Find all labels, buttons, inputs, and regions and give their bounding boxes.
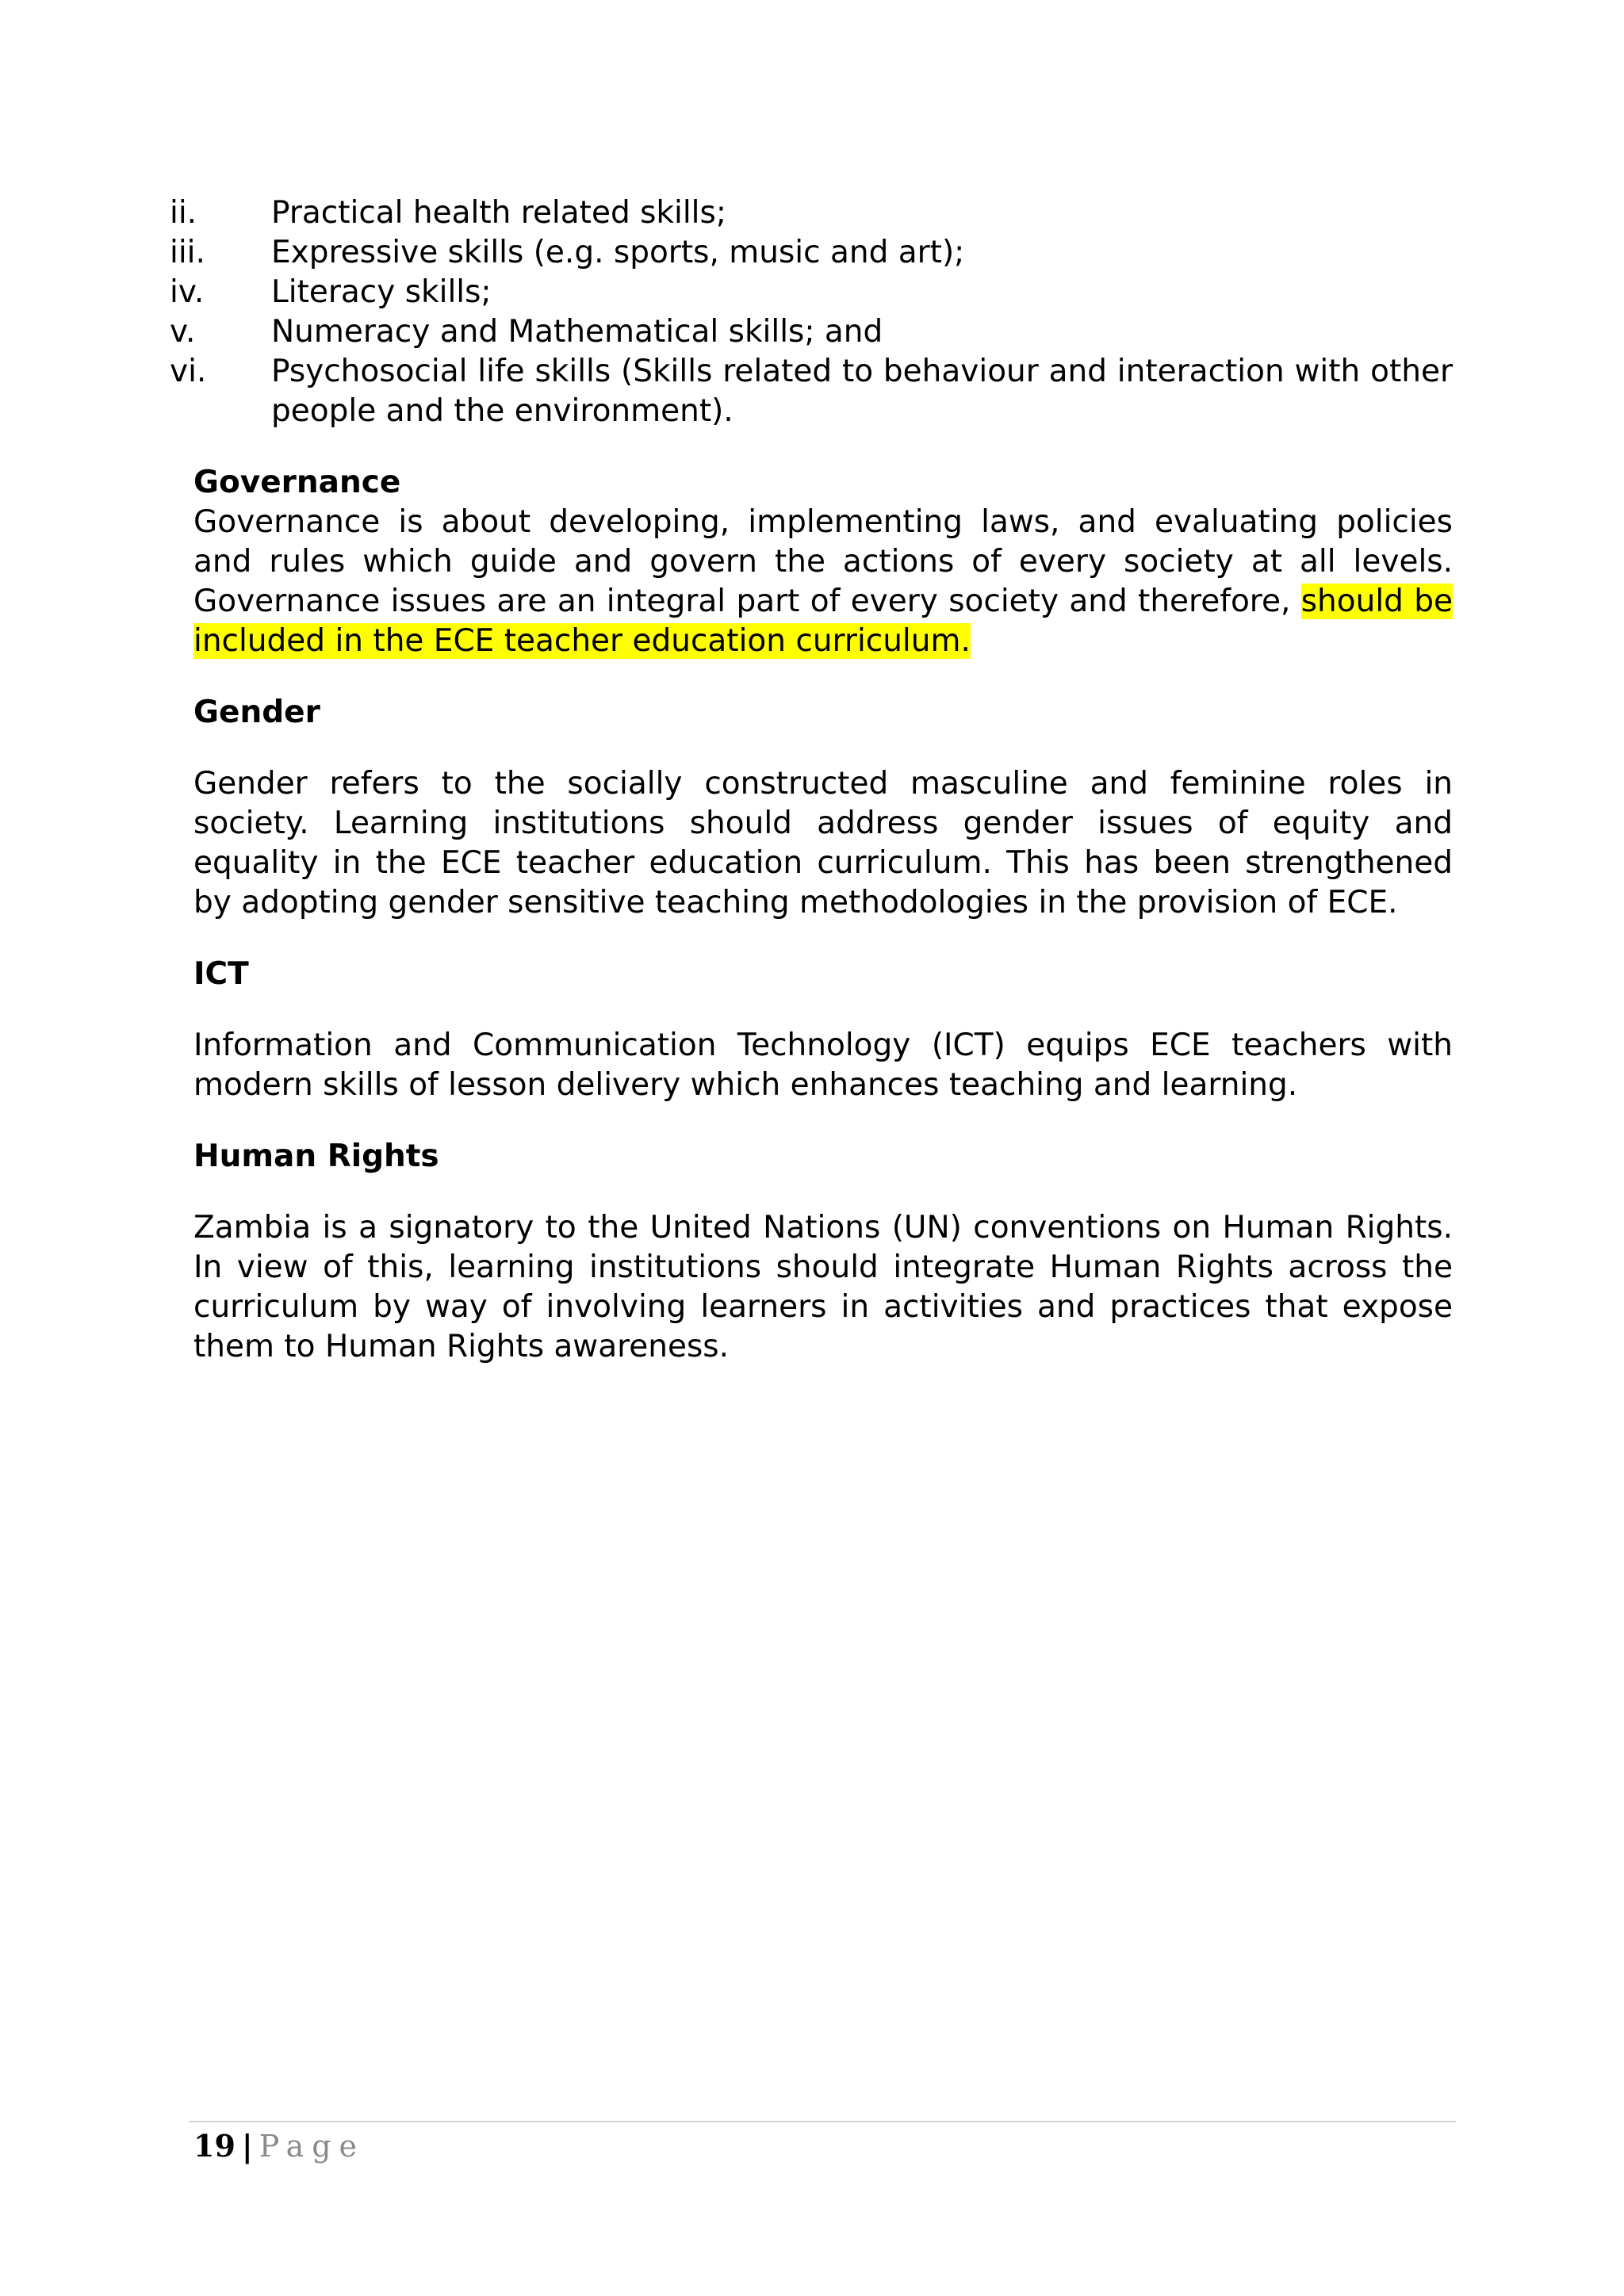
- footer-divider: [189, 2121, 1456, 2122]
- section-heading: Governance: [193, 465, 401, 500]
- list-item-text: Practical health related skills;: [271, 195, 726, 231]
- footer-separator: |: [241, 2128, 253, 2164]
- section-heading: ICT: [193, 956, 249, 992]
- section-heading: Human Rights: [193, 1138, 439, 1174]
- list-item: [170, 312, 1453, 352]
- section-paragraph: Gender refers to the socially constructed masculine and feminine roles in society. Learning institutions should address gender issues of equity and equality in the ECE teacher education curriculum. This has been strengthened by adopting gender sensitive teaching methodologies in the provision of ECE.: [193, 766, 1453, 920]
- list-item-text: Literacy skills;: [271, 274, 492, 310]
- section-paragraph: [193, 503, 1453, 661]
- section-gender: [193, 693, 1453, 923]
- list-item-number: ii.: [170, 195, 197, 231]
- list-item: [170, 352, 1453, 431]
- section-governance: [193, 463, 1453, 661]
- list-item-number: vi.: [170, 354, 207, 389]
- list-item-text: Psychosocial life skills (Skills related to behaviour and interaction with other people and the environment).: [271, 354, 1453, 429]
- page-label: Page: [259, 2129, 366, 2164]
- section-human-rights: [193, 1137, 1453, 1367]
- paragraph-text: Governance is about developing, implementing laws, and evaluating policies and rules which guide and govern the actions of every society at all levels. Governance issues are an integral part of every society and therefore,: [193, 504, 1453, 619]
- list-item: [170, 273, 1453, 312]
- section-paragraph: Zambia is a signatory to the United Nations (UN) conventions on Human Rights. In view of this, learning institutions should integrate Human Rights across the curriculum by way of involving learners in activities and practices that expose them to Human Rights awareness.: [193, 1210, 1453, 1364]
- page-footer: [193, 2127, 365, 2165]
- section-ict: [193, 955, 1453, 1105]
- section-paragraph: Information and Communication Technology (ICT) equips ECE teachers with modern skills of lesson delivery which enhances teaching and learning.: [193, 1027, 1453, 1103]
- skills-list: [170, 193, 1453, 431]
- highlighted-text: should be included in the ECE teacher education curriculum.: [193, 584, 1454, 659]
- list-item: [170, 233, 1453, 273]
- list-item: [170, 193, 1453, 233]
- list-item-number: iv.: [170, 274, 205, 310]
- document-body: [170, 193, 1454, 1367]
- page-number: 19: [193, 2128, 236, 2164]
- list-item-number: iii.: [170, 235, 205, 270]
- list-item-text: Numeracy and Mathematical skills; and: [271, 314, 883, 350]
- section-heading: Gender: [193, 695, 320, 730]
- list-item-text: Expressive skills (e.g. sports, music and art);: [271, 235, 965, 270]
- list-item-number: v.: [170, 314, 196, 350]
